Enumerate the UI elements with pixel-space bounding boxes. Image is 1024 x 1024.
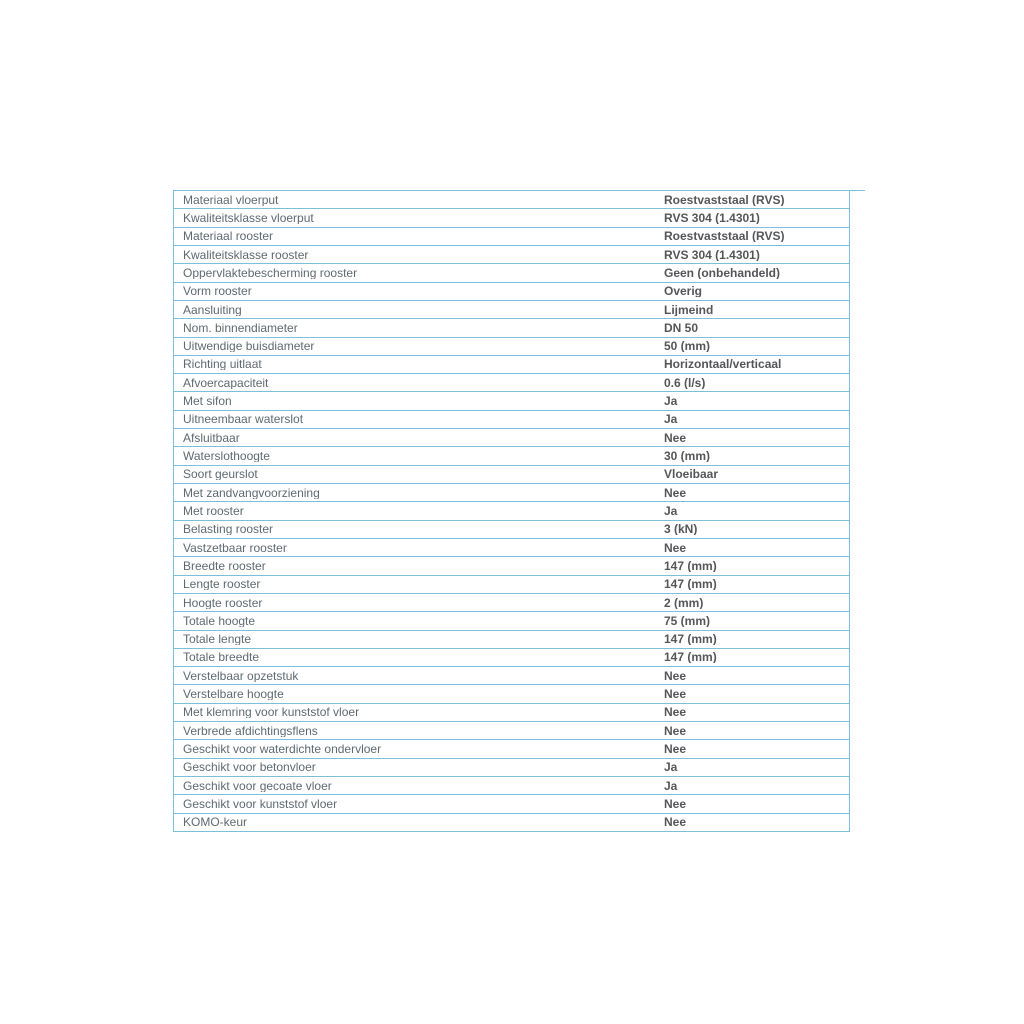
spec-label: KOMO-keur [183, 816, 248, 829]
spec-value: Nee [664, 816, 687, 829]
spec-row [174, 777, 849, 795]
spec-value: 147 (mm) [664, 578, 717, 591]
spec-label: Materiaal vloerput [183, 193, 279, 206]
spec-label: Geschikt voor waterdichte ondervloer [183, 743, 382, 756]
spec-label: Nom. binnendiameter [183, 321, 298, 334]
spec-label: Verbrede afdichtingsflens [183, 724, 318, 737]
spec-value: Nee [664, 431, 687, 444]
spec-value: Nee [664, 724, 687, 737]
spec-row [174, 191, 849, 209]
spec-label: Hoogte rooster [183, 596, 263, 609]
spec-row [174, 667, 849, 685]
spec-value: Ja [664, 413, 678, 426]
spec-value: DN 50 [664, 321, 699, 334]
spec-row [174, 374, 849, 392]
spec-value: 50 (mm) [664, 340, 711, 353]
spec-row [174, 649, 849, 667]
spec-label: Verstelbaar opzetstuk [183, 669, 299, 682]
spec-value: 147 (mm) [664, 559, 717, 572]
spec-label: Aansluiting [183, 303, 242, 316]
spec-row [174, 631, 849, 649]
spec-label: Totale hoogte [183, 614, 256, 627]
spec-value: Nee [664, 743, 687, 756]
spec-row [174, 557, 849, 575]
spec-row [174, 246, 849, 264]
spec-row [174, 685, 849, 703]
spec-row [174, 411, 849, 429]
spec-value: RVS 304 (1.4301) [664, 211, 760, 224]
spec-label: Materiaal rooster [183, 230, 274, 243]
spec-label: Kwaliteitsklasse rooster [183, 248, 309, 261]
spec-label: Met sifon [183, 395, 232, 408]
spec-row [174, 319, 849, 337]
spec-label: Lengte rooster [183, 578, 261, 591]
spec-row [174, 338, 849, 356]
spec-label: Vorm rooster [183, 285, 252, 298]
spec-label: Waterslothoogte [183, 450, 270, 463]
spec-row [174, 612, 849, 630]
spec-label: Uitwendige buisdiameter [183, 340, 315, 353]
spec-row [174, 466, 849, 484]
spec-row [174, 283, 849, 301]
spec-value: 3 (kN) [664, 523, 698, 536]
spec-row [174, 539, 849, 557]
spec-label: Breedte rooster [183, 559, 266, 572]
spec-row [174, 484, 849, 502]
spec-label: Afsluitbaar [183, 431, 240, 444]
spec-label: Totale lengte [183, 633, 252, 646]
spec-value: 30 (mm) [664, 450, 711, 463]
spec-row [174, 704, 849, 722]
spec-label: Met rooster [183, 504, 244, 517]
spec-label: Geschikt voor betonvloer [183, 761, 316, 774]
spec-row [174, 759, 849, 777]
spec-label: Uitneembaar waterslot [183, 413, 304, 426]
spec-label: Vastzetbaar rooster [183, 541, 287, 554]
spec-row [174, 392, 849, 410]
spec-label: Geschikt voor gecoate vloer [183, 779, 332, 792]
spec-value: 147 (mm) [664, 651, 717, 664]
spec-value: Roestvaststaal (RVS) [664, 193, 785, 206]
spec-value: Ja [664, 504, 678, 517]
spec-row [174, 429, 849, 447]
spec-row [174, 209, 849, 227]
spec-value: Nee [664, 797, 687, 810]
product-spec-table [173, 190, 850, 832]
spec-value: Nee [664, 706, 687, 719]
spec-value: Ja [664, 761, 678, 774]
spec-label: Totale breedte [183, 651, 260, 664]
spec-value: 0.6 (l/s) [664, 376, 706, 389]
spec-value: Overig [664, 285, 703, 298]
spec-value: Nee [664, 486, 687, 499]
spec-label: Oppervlaktebescherming rooster [183, 266, 358, 279]
spec-value: 2 (mm) [664, 596, 704, 609]
spec-row [174, 228, 849, 246]
spec-value: Roestvaststaal (RVS) [664, 230, 785, 243]
spec-row [174, 576, 849, 594]
spec-label: Geschikt voor kunststof vloer [183, 797, 338, 810]
spec-value: 147 (mm) [664, 633, 717, 646]
spec-row [174, 814, 849, 831]
spec-label: Belasting rooster [183, 523, 274, 536]
spec-label: Kwaliteitsklasse vloerput [183, 211, 314, 224]
spec-row [174, 740, 849, 758]
spec-row [174, 594, 849, 612]
spec-value: Ja [664, 395, 678, 408]
spec-value: Ja [664, 779, 678, 792]
spec-row [174, 722, 849, 740]
spec-row [174, 795, 849, 813]
spec-label: Verstelbare hoogte [183, 688, 284, 701]
spec-row [174, 447, 849, 465]
spec-row [174, 264, 849, 282]
spec-row [174, 301, 849, 319]
spec-value: Nee [664, 669, 687, 682]
spec-value: 75 (mm) [664, 614, 711, 627]
spec-value: Nee [664, 688, 687, 701]
spec-label: Met zandvangvoorziening [183, 486, 320, 499]
spec-label: Richting uitlaat [183, 358, 262, 371]
spec-value: Geen (onbehandeld) [664, 266, 781, 279]
spec-value: Horizontaal/verticaal [664, 358, 782, 371]
spec-value: Lijmeind [664, 303, 714, 316]
spec-value: Vloeibaar [664, 468, 719, 481]
spec-row [174, 521, 849, 539]
spec-label: Met klemring voor kunststof vloer [183, 706, 360, 719]
spec-value: Nee [664, 541, 687, 554]
spec-label: Afvoercapaciteit [183, 376, 269, 389]
spec-value: RVS 304 (1.4301) [664, 248, 760, 261]
spec-label: Soort geurslot [183, 468, 258, 481]
spec-row [174, 356, 849, 374]
spec-row [174, 502, 849, 520]
